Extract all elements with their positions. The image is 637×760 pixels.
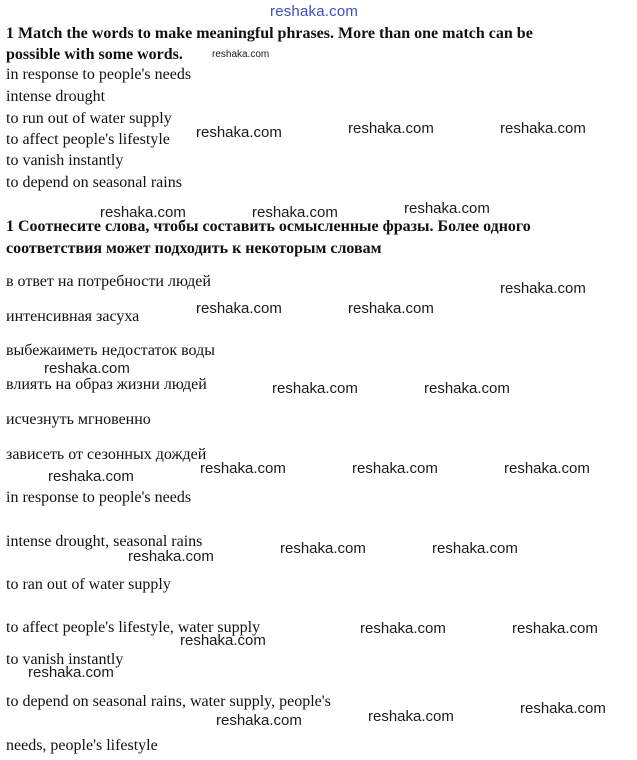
en-item-2: intense drought [6,88,106,105]
watermark: reshaka.com [404,200,490,217]
watermark: reshaka.com [424,380,510,397]
answer-4: to affect people's lifestyle, water supply [6,619,261,636]
watermark: reshaka.com [216,712,302,729]
watermark: reshaka.com [520,700,606,717]
watermark: reshaka.com [352,460,438,477]
ru-item-3: выбежаиметь недостаток воды [6,342,215,359]
watermark: reshaka.com [348,300,434,317]
watermark: reshaka.com [348,120,434,137]
answer-7: needs, people's lifestyle [6,737,158,754]
watermark: reshaka.com [28,664,114,681]
watermark: reshaka.com [196,124,282,141]
watermark: reshaka.com [432,540,518,557]
watermark: reshaka.com [272,380,358,397]
watermark: reshaka.com [368,708,454,725]
en-item-3: to run out of water supply [6,110,172,127]
watermark: reshaka.com [504,460,590,477]
watermark: reshaka.com [500,280,586,297]
answer-2: intense drought, seasonal rains [6,533,203,550]
answer-3: to ran out of water supply [6,576,171,593]
en-item-1: in response to people's needs [6,66,192,83]
en-item-4: to affect people's lifestyle [6,131,170,148]
ru-item-4: влиять на образ жизни людей [6,376,207,393]
en-item-5: to vanish instantly [6,152,124,169]
watermark: reshaka.com [180,632,266,649]
en-item-6: to depend on seasonal rains [6,174,182,191]
ru-item-1: в ответ на потребности людей [6,273,211,290]
ru-item-5: исчезнуть мгновенно [6,411,151,428]
task-title-en-line2: possible with some words. [6,46,183,63]
watermark: reshaka.com [252,204,338,221]
watermark: reshaka.com [280,540,366,557]
watermark: reshaka.com [128,548,214,565]
watermark: reshaka.com [512,620,598,637]
watermark: reshaka.com [100,204,186,221]
watermark-small: reshaka.com [212,49,270,60]
watermark: reshaka.com [200,460,286,477]
watermark: reshaka.com [44,360,130,377]
ru-item-2: интенсивная засуха [6,308,140,325]
answer-1: in response to people's needs [6,489,192,506]
watermark: reshaka.com [360,620,446,637]
task-title-en-line1: 1 Match the words to make meaningful phrases. More than one match can be [6,25,533,42]
answer-5: to vanish instantly [6,651,124,668]
answer-6: to depend on seasonal rains, water supply, people's [6,693,331,710]
watermark: reshaka.com [196,300,282,317]
watermark: reshaka.com [500,120,586,137]
watermark: reshaka.com [48,468,134,485]
task-title-ru-line1: 1 Соотнесите слова, чтобы составить осмысленные фразы. Более одного [6,218,531,235]
ru-item-6: зависеть от сезонных дождей [6,446,207,463]
task-title-ru-line2: соответствия может подходить к некоторым словам [6,240,382,257]
site-watermark-top: reshaka.com [270,3,359,20]
